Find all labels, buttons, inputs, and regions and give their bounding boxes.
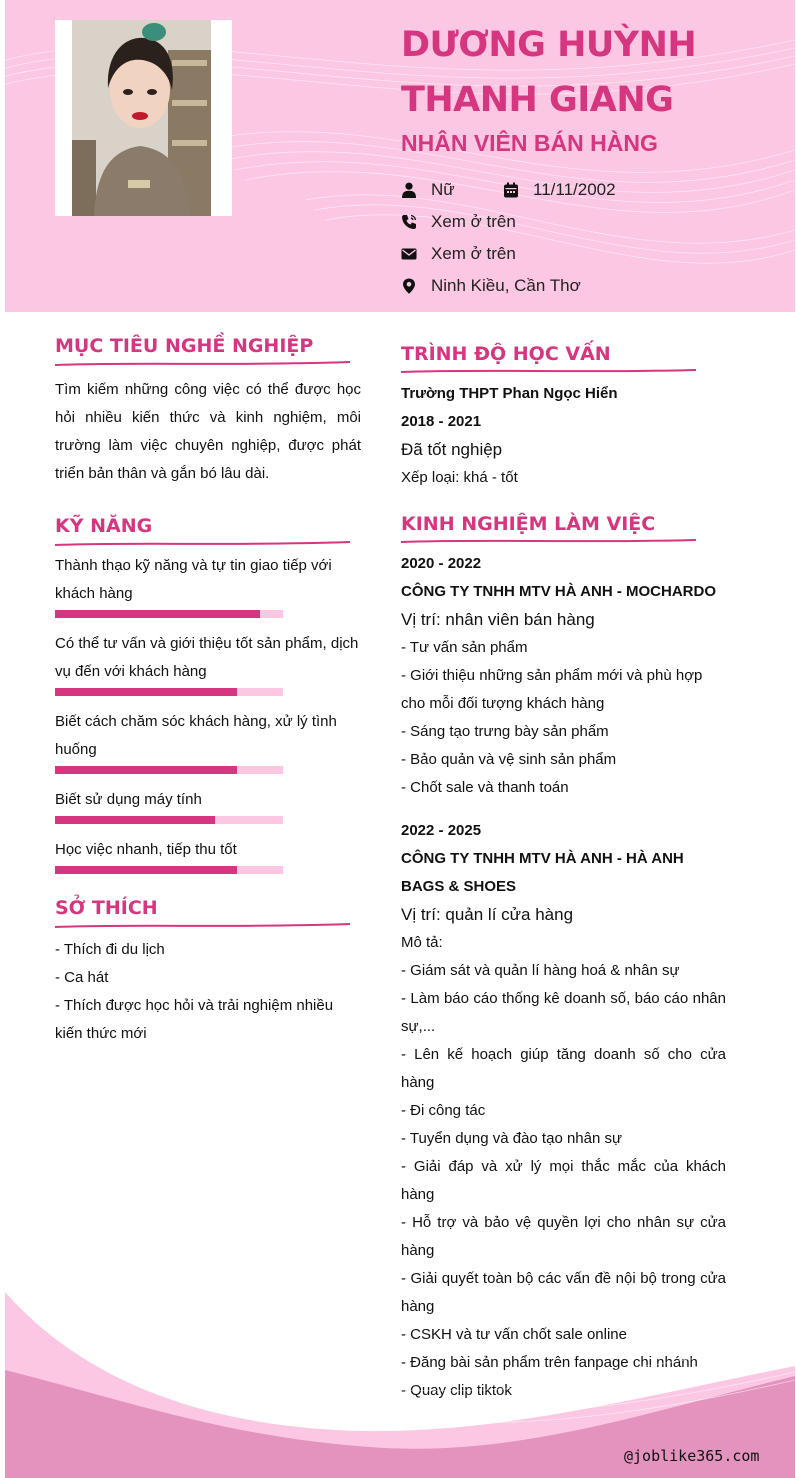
calendar-icon bbox=[503, 182, 519, 198]
candidate-job-title: NHÂN VIÊN BÁN HÀNG bbox=[401, 130, 658, 156]
skill-level-fill bbox=[55, 766, 237, 774]
skill-item bbox=[55, 708, 361, 774]
map-pin-icon bbox=[401, 278, 417, 294]
skills-section bbox=[55, 510, 361, 874]
hobby-item: - Thích đi du lịch bbox=[55, 941, 165, 958]
envelope-icon bbox=[401, 246, 417, 262]
contact-info bbox=[401, 174, 791, 302]
skill-label: Thành thạo kỹ năng và tự tin giao tiếp với khách hàng bbox=[55, 557, 332, 602]
experience-title: KINH NGHIỆM LÀM VIỆC bbox=[401, 513, 656, 535]
job-duty: - Quay clip tiktok bbox=[401, 1382, 512, 1399]
job-duty: - Lên kế hoạch giúp tăng doanh số cho cửa hàng bbox=[401, 1046, 726, 1091]
job-duty: - CSKH và tư vấn chốt sale online bbox=[401, 1326, 627, 1343]
gender-text: Nữ bbox=[431, 180, 455, 199]
skill-level-bar bbox=[55, 816, 283, 824]
email-text: Xem ở trên bbox=[431, 244, 516, 263]
skill-level-fill bbox=[55, 610, 260, 618]
skill-label: Biết sử dụng máy tính bbox=[55, 791, 202, 808]
user-icon bbox=[401, 182, 417, 198]
skill-level-bar bbox=[55, 866, 283, 874]
hobbies-section bbox=[55, 892, 361, 1048]
objective-title: MỤC TIÊU NGHỀ NGHIỆP bbox=[55, 335, 314, 357]
phone-text: Xem ở trên bbox=[431, 212, 516, 231]
skill-item bbox=[55, 630, 361, 696]
birthday-text: 11/11/2002 bbox=[533, 180, 616, 199]
skill-level-bar bbox=[55, 610, 283, 618]
skill-label: Biết cách chăm sóc khách hàng, xử lý tình huống bbox=[55, 713, 337, 758]
hobby-item: - Thích được học hỏi và trải nghiệm nhiều kiến thức mới bbox=[55, 997, 334, 1042]
candidate-name: DƯƠNG HUỲNH THANH GIANG bbox=[401, 25, 697, 120]
job-duty: - Sáng tạo trưng bày sản phẩm bbox=[401, 723, 609, 740]
skill-level-bar bbox=[55, 766, 283, 774]
objective-section bbox=[55, 330, 361, 488]
skills-title: KỸ NĂNG bbox=[55, 515, 153, 537]
job-position: Vị trí: nhân viên bán hàng bbox=[401, 610, 595, 629]
education-status: Đã tốt nghiệp bbox=[401, 440, 503, 459]
job-company: CÔNG TY TNHH MTV HÀ ANH - MOCHARDO bbox=[401, 583, 716, 600]
job-duty: - Chốt sale và thanh toán bbox=[401, 779, 569, 796]
job-duty: - Giám sát và quản lí hàng hoá & nhân sự bbox=[401, 962, 680, 979]
skill-level-fill bbox=[55, 816, 215, 824]
job-duty: - Tư vấn sản phẩm bbox=[401, 639, 528, 656]
education-grade: Xếp loại: khá - tốt bbox=[401, 469, 518, 486]
contact-row-email bbox=[401, 238, 791, 270]
education-period: 2018 - 2021 bbox=[401, 413, 482, 430]
skill-level-fill bbox=[55, 688, 237, 696]
contact-row-phone bbox=[401, 206, 791, 238]
job-duty: - Giải quyết toàn bộ các vấn đề nội bộ trong cửa hàng bbox=[401, 1270, 726, 1315]
job-position: Vị trí: quản lí cửa hàng bbox=[401, 905, 574, 924]
resume-header bbox=[5, 0, 795, 312]
education-section bbox=[401, 338, 726, 492]
skill-item bbox=[55, 786, 361, 824]
job-duty: - Đăng bài sản phẩm trên fanpage chi nhánh bbox=[401, 1354, 698, 1371]
education-school: Trường THPT Phan Ngọc Hiển bbox=[401, 385, 618, 402]
skill-label: Có thể tư vấn và giới thiệu tốt sản phẩm, dịch vụ đến với khách hàng bbox=[55, 635, 359, 680]
experience-entry bbox=[401, 550, 726, 802]
job-duty: - Tuyển dụng và đào tạo nhân sự bbox=[401, 1130, 623, 1147]
profile-photo-frame bbox=[55, 20, 232, 216]
job-duty: - Hỗ trợ và bảo vệ quyền lợi cho nhân sự cửa hàng bbox=[401, 1214, 726, 1259]
job-duty: - Đi công tác bbox=[401, 1102, 486, 1119]
skill-level-fill bbox=[55, 866, 237, 874]
skill-label: Học việc nhanh, tiếp thu tốt bbox=[55, 841, 237, 858]
job-period: 2022 - 2025 bbox=[401, 822, 482, 839]
address-text: Ninh Kiều, Cần Thơ bbox=[431, 276, 581, 295]
hobby-item: - Ca hát bbox=[55, 969, 109, 986]
objective-text: Tìm kiếm những công việc có thể được học hỏi nhiều kiến thức và kinh nghiệm, môi trường làm việc chuyên nghiệp, được phát triển bản thân và gắn bó lâu dài. bbox=[55, 381, 361, 482]
profile-photo bbox=[72, 20, 211, 216]
job-duty: - Giới thiệu những sản phẩm mới và phù hợp cho mỗi đối tượng khách hàng bbox=[401, 667, 703, 712]
resume-page bbox=[5, 0, 795, 1478]
watermark-text: @joblike365.com bbox=[624, 1447, 760, 1465]
contact-row-gender-birthday bbox=[401, 174, 791, 206]
job-period: 2020 - 2022 bbox=[401, 555, 482, 572]
phone-icon bbox=[401, 214, 417, 230]
skill-item bbox=[55, 836, 361, 874]
education-title: TRÌNH ĐỘ HỌC VẤN bbox=[401, 343, 611, 365]
hobbies-title: SỞ THÍCH bbox=[55, 897, 158, 919]
left-column bbox=[55, 330, 361, 1048]
hobbies-list bbox=[55, 936, 361, 1048]
skill-level-bar bbox=[55, 688, 283, 696]
job-duty: - Làm báo cáo thống kê doanh số, báo cáo nhân sự,... bbox=[401, 990, 726, 1035]
job-description-label: Mô tả: bbox=[401, 934, 443, 951]
job-duty: - Giải đáp và xử lý mọi thắc mắc của khách hàng bbox=[401, 1158, 726, 1203]
skill-item bbox=[55, 552, 361, 618]
experience-section bbox=[401, 508, 726, 1405]
contact-row-address bbox=[401, 270, 791, 302]
right-column bbox=[401, 338, 726, 1405]
job-duty: - Bảo quản và vệ sinh sản phẩm bbox=[401, 751, 617, 768]
skills-list bbox=[55, 552, 361, 874]
job-company: CÔNG TY TNHH MTV HÀ ANH - HÀ ANH BAGS & SHOES bbox=[401, 850, 684, 895]
